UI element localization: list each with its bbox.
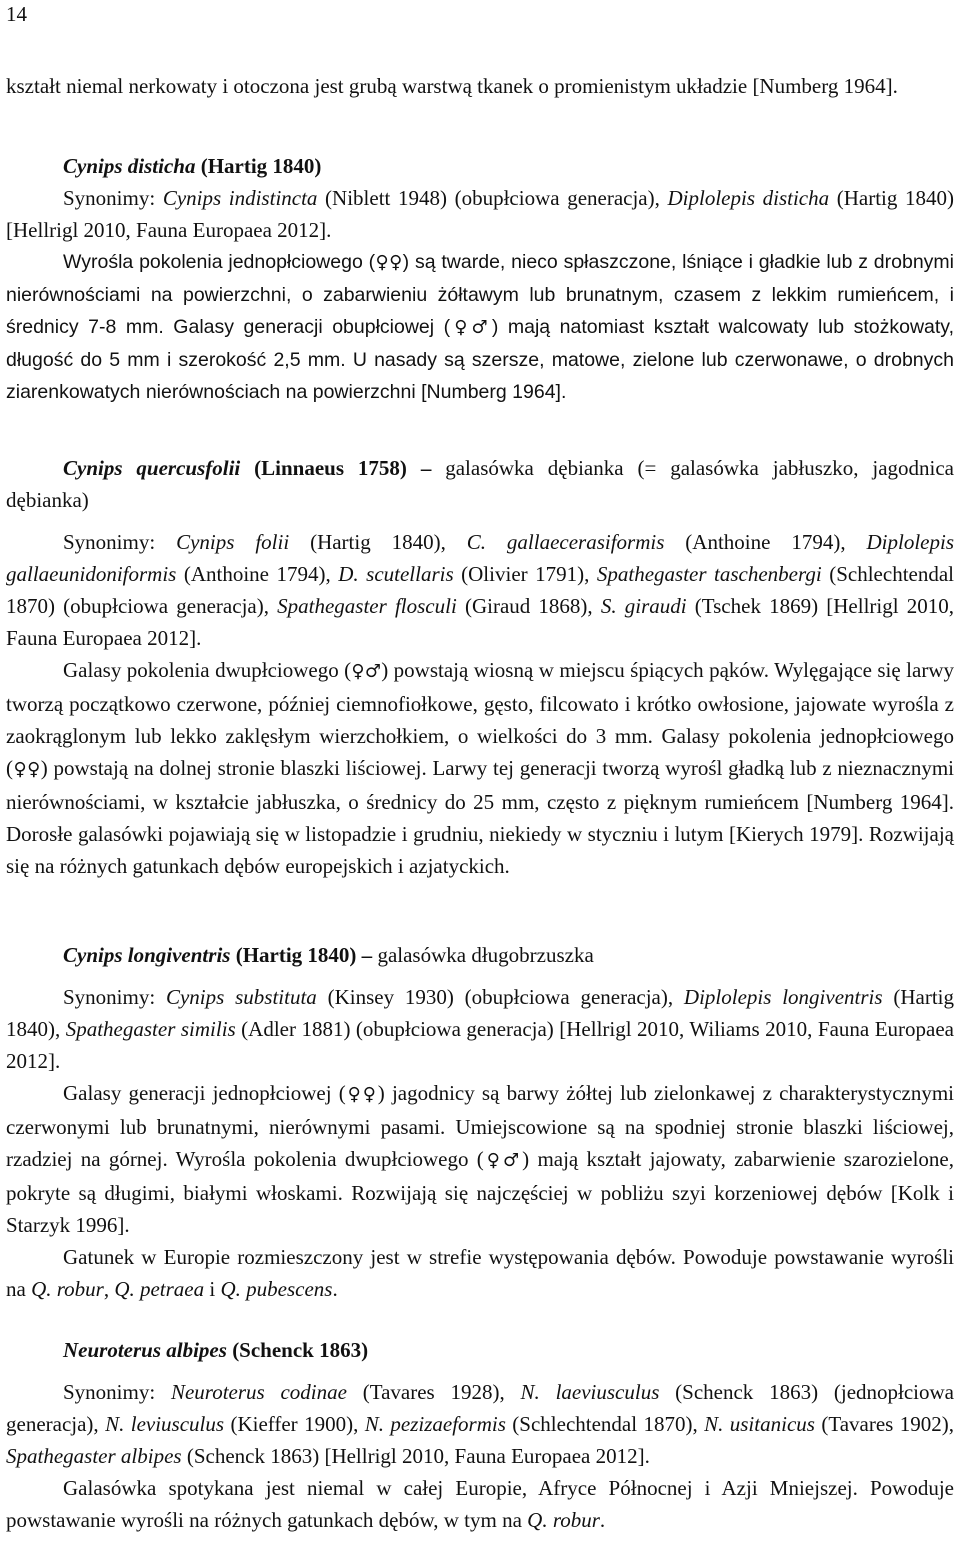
section-cynips-quercusfolii [6,452,954,882]
synonyms-paragraph: Synonimy: Cynips substituta (Kinsey 1930) (obupłciowa generacja), Diplolepis longiventris (Hartig 1840), Spathegaster similis (Adler 1881) (obupłciowa generacja) [Hellrigl 2010, Wiliams 2010, Fauna Europaea 2012]. [6,985,954,1073]
synonyms-paragraph: Synonimy: Cynips indistincta (Niblett 1948) (obupłciowa generacja), Diplolepis disticha (Hartig 1840) [Hellrigl 2010, Fauna Europaea 2012]. [6,186,955,242]
species-heading: Cynips disticha (Hartig 1840) [63,154,322,178]
description-paragraph: Galasówka spotykana jest niemal w całej Europie, Afryce Północnej i Azji Mniejszej. Powoduje powstawanie wyrośli na różnych gatunkach dębów, w tym na Q. robur. [6,1476,954,1532]
synonyms-paragraph: Synonimy: Neuroterus codinae (Tavares 1928), N. laeviusculus (Schenck 1863) (jednopłciowa generacja), N. leviusculus (Kieffer 1900), N. pezizaeformis (Schlechtendal 1870), N. usitanicus (Tavares 1902), Spathegaster albipes (Schenck 1863) [Hellrigl 2010, Fauna Europaea 2012]. [6,1380,954,1468]
continued-paragraph [6,70,954,102]
species-heading: Neuroterus albipes (Schenck 1863) [63,1338,369,1362]
section-cynips-disticha [6,150,954,408]
distribution-paragraph: Gatunek w Europie rozmieszczony jest w strefie występowania dębów. Powoduje powstawanie wyrośli na Q. robur, Q. petraea i Q. pubescens. [6,1245,954,1301]
species-heading: Cynips longiventris (Hartig 1840) – galasówka długobrzuszka [63,943,594,967]
synonyms-paragraph: Synonimy: Cynips folii (Hartig 1840), C. gallaecerasiformis (Anthoine 1794), Diplolepis gallaeunidoniformis (Anthoine 1794), D. scutellaris (Olivier 1791), Spathegaster taschenbergi (Schlechtendal 1870) (obupłciowa generacja), Spathegaster flosculi (Giraud 1868), S. giraudi (Tschek 1869) [Hellrigl 2010, Fauna Europaea 2012]. [6,530,955,650]
description-paragraph: Galasy pokolenia dwupłciowego (♀♂) powstają wiosną w miejscu śpiących pąków. Wylęgające się larwy tworzą początkowo czerwone, później ciemnofiołkowe, gęsto, filcowato i krótko owłosione, jajowate wyrośla z zaokrąglonym lub lekko zaklęsłym wierzchołkiem, o wielkości do 3 mm. Galasy pokolenia jednopłciowego (♀♀) powstają na dolnej stronie blaszki liściowej. Larwy tej generacji tworzą wyrośl gładką lub z nieznacznymi nierównościami, w kształcie jabłuszka, o średnicy do 25 mm, często z pięknym rumieńcem [Numberg 1964]. Dorosłe galasówki pojawiają się w listopadzie i grudniu, niekiedy w styczniu i lutym [Kierych 1979]. Rozwijają się na różnych gatunkach dębów europejskich i azjatyckich. [6,658,954,878]
paragraph: kształt niemal nerkowaty i otoczona jest grubą warstwą tkanek o promienistym układzie [Numberg 1964]. [6,74,898,98]
page-number: 14 [6,2,27,26]
description-paragraph: Wyrośla pokolenia jednopłciowego (♀♀) są twarde, nieco spłaszczone, lśniące i gładkie lub z drobnymi nierównościami na powierzchni, o zabarwieniu żółtawym lub brunatnym, czasem z lekkim rumieńcem, i średnicy 7-8 mm. Galasy generacji obupłciowej (♀♂) mają natomiast kształt walcowaty lub stożkowaty, długość do 5 mm i szerokość 2,5 mm. U nasady są szersze, matowe, zielone lub czerwonawe, o drobnych ziarenkowatych nierównościach na powierzchni [Numberg 1964]. [6,251,955,403]
species-heading: Cynips quercusfolii (Linnaeus 1758) – galasówka dębianka (= galasówka jabłuszko, jagodnica dębianka) [6,456,955,512]
section-neuroterus-albipes [6,1334,954,1536]
section-cynips-longiventris [6,939,954,1305]
description-paragraph: Galasy generacji jednopłciowej (♀♀) jagodnicy są barwy żółtej lub zielonkawej z charakterystycznymi czerwonymi lub brunatnymi, nierównymi pasami. Umiejscowione są na spodniej stronie blaszki liściowej, rzadziej na górnej. Wyrośla pokolenia dwupłciowego (♀♂) mają kształt jajowaty, zabarwienie szarozielone, pokryte są długimi, białymi włoskami. Rozwijają się najczęściej w pobliżu szyi korzeniowej dębów [Kolk i Starzyk 1996]. [6,1081,955,1237]
